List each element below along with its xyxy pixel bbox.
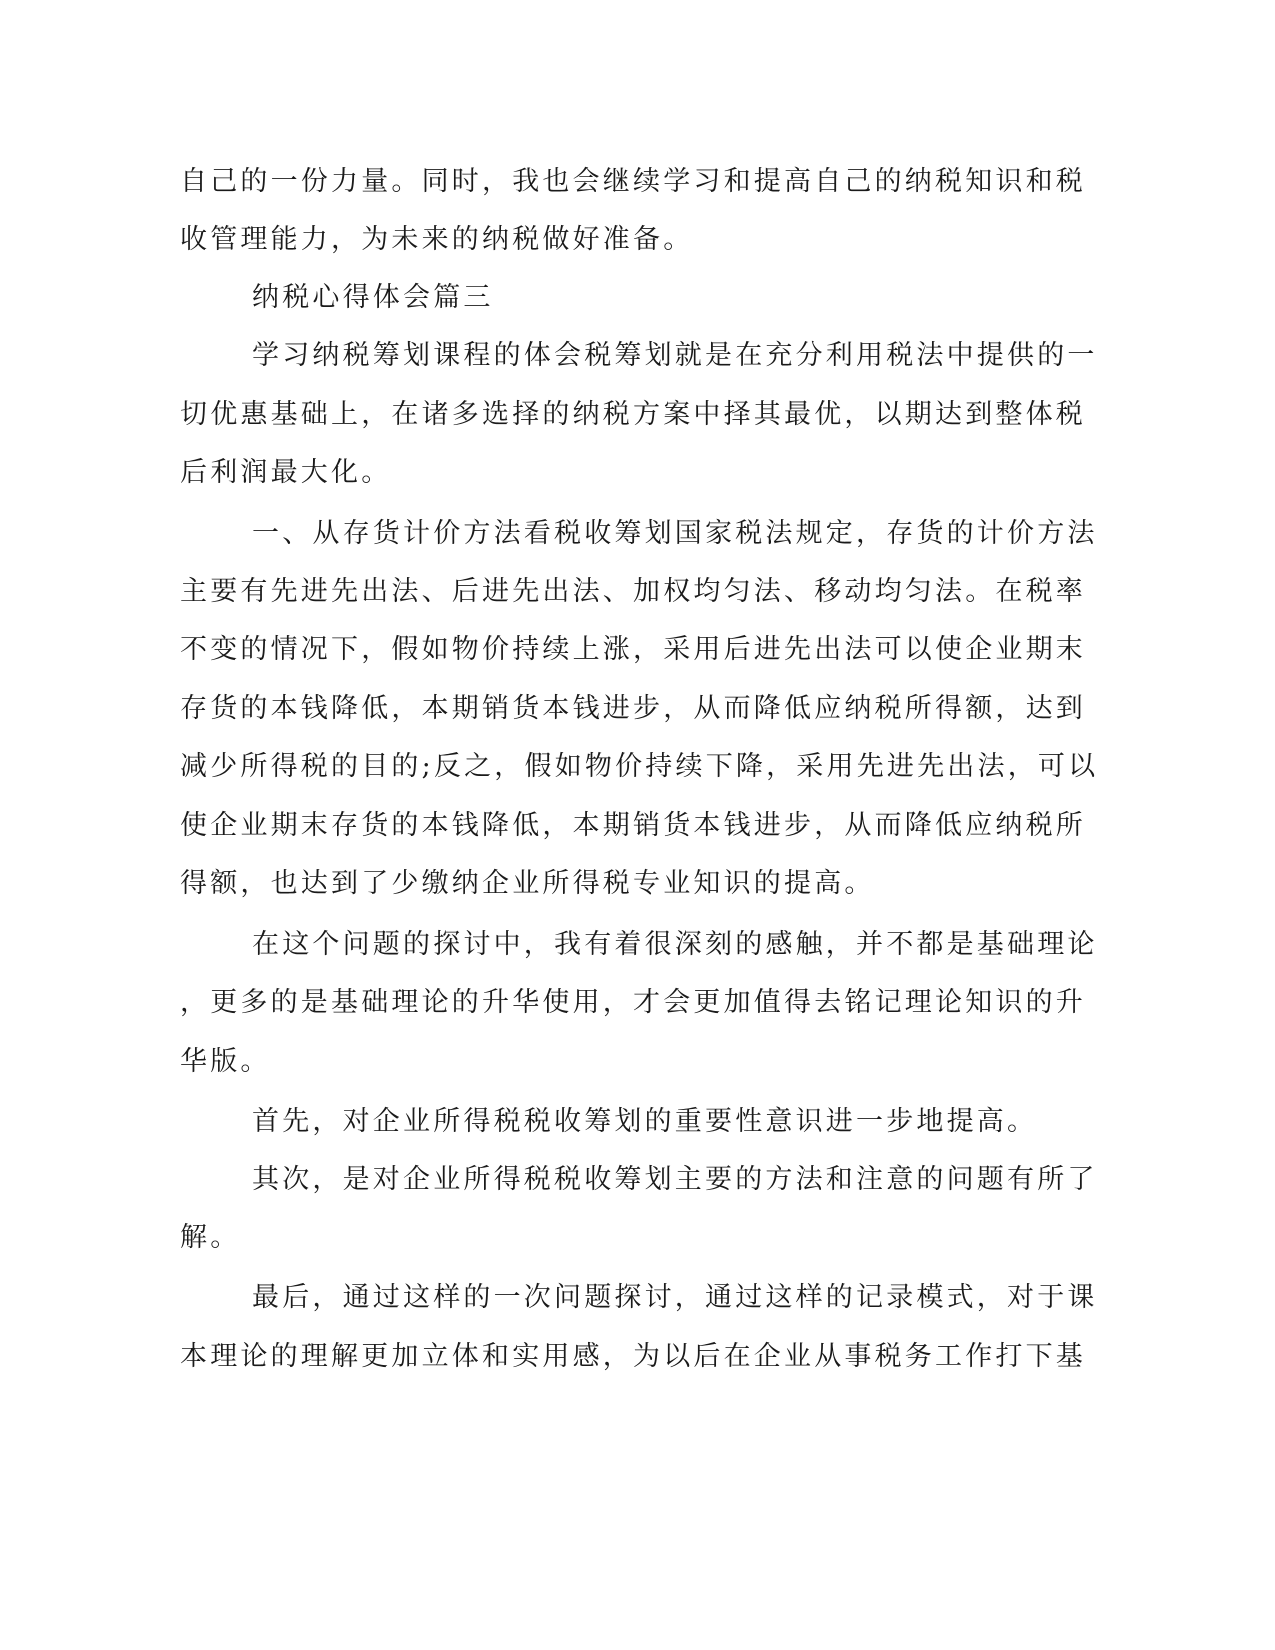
text-line: ，更多的是基础理论的升华使用，才会更加值得去铭记理论知识的升	[180, 987, 1086, 1018]
text-line: 不变的情况下，假如物价持续上涨，采用后进先出法可以使企业期末	[180, 634, 1086, 665]
text-line: 其次，是对企业所得税税收筹划主要的方法和注意的问题有所了	[252, 1164, 1098, 1195]
text-line: 本理论的理解更加立体和实用感，为以后在企业从事税务工作打下基	[180, 1341, 1086, 1372]
text-line: 学习纳税筹划课程的体会税筹划就是在充分利用税法中提供的一	[252, 340, 1098, 371]
text-line: 最后，通过这样的一次问题探讨，通过这样的记录模式，对于课	[252, 1282, 1098, 1313]
text-line: 存货的本钱降低，本期销货本钱进步，从而降低应纳税所得额，达到	[180, 693, 1086, 724]
section-heading: 纳税心得体会篇三	[252, 282, 494, 313]
text-line: 自己的一份力量。同时，我也会继续学习和提高自己的纳税知识和税	[180, 166, 1086, 197]
text-line: 一、从存货计价方法看税收筹划国家税法规定，存货的计价方法	[252, 518, 1098, 549]
text-line: 首先，对企业所得税税收筹划的重要性意识进一步地提高。	[252, 1106, 1038, 1137]
text-line: 得额，也达到了少缴纳企业所得税专业知识的提高。	[180, 868, 875, 899]
text-line: 减少所得税的目的;反之，假如物价持续下降，采用先进先出法，可以	[180, 751, 1099, 782]
text-line: 收管理能力，为未来的纳税做好准备。	[180, 224, 694, 255]
text-line: 华版。	[180, 1046, 271, 1077]
text-line: 切优惠基础上，在诸多选择的纳税方案中择其最优，以期达到整体税	[180, 399, 1086, 430]
text-line: 解。	[180, 1222, 241, 1253]
text-line: 主要有先进先出法、后进先出法、加权均匀法、移动均匀法。在税率	[180, 576, 1086, 607]
text-line: 在这个问题的探讨中，我有着很深刻的感触，并不都是基础理论	[252, 929, 1098, 960]
text-line: 后利润最大化。	[180, 457, 392, 488]
text-line: 使企业期末存货的本钱降低，本期销货本钱进步，从而降低应纳税所	[180, 810, 1086, 841]
